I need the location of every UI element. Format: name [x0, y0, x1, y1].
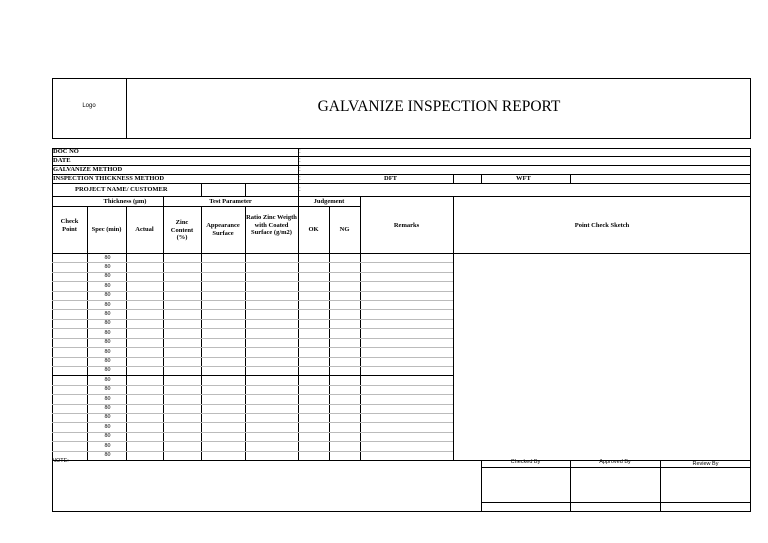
- row-line: [52, 422, 453, 423]
- wft-label: WFT: [516, 175, 531, 182]
- spec-value: 80: [104, 414, 111, 421]
- spec-value: 80: [104, 348, 111, 355]
- row-line: [52, 262, 453, 263]
- approved-by-label: Approved By: [599, 459, 631, 465]
- row-line: [52, 441, 453, 442]
- spec-value: 80: [104, 442, 111, 449]
- doc-no-separator: :: [299, 148, 301, 155]
- spec-value: 80: [104, 254, 111, 261]
- judgement-group-header: Judgement: [313, 198, 345, 205]
- row-line: [52, 183, 751, 184]
- spec-value: 80: [104, 301, 111, 308]
- thickness-method-label: INSPECTION THICKNESS METHOD: [53, 175, 165, 182]
- spec-value: 80: [104, 263, 111, 270]
- row-line: [52, 366, 453, 367]
- row-line: [52, 196, 751, 197]
- dft-label: DFT: [384, 175, 397, 182]
- spec-header: Spec (min): [91, 226, 122, 233]
- spec-value: 80: [104, 433, 111, 440]
- spec-value: 80: [104, 367, 111, 374]
- appearance-header: Appearance Surface: [206, 222, 240, 237]
- spec-value: 80: [104, 310, 111, 317]
- info-divider: [201, 183, 202, 196]
- date-label: DATE: [53, 157, 71, 164]
- ng-header: NG: [339, 226, 350, 233]
- row-line: [52, 357, 453, 358]
- doc-no-label: DOC NO: [53, 148, 79, 155]
- zinc-content-header: Zinc Content (%): [170, 219, 194, 241]
- thickness-group-header: Thickness (µm): [103, 198, 147, 205]
- row-line: [52, 385, 453, 386]
- footer-row-line: [481, 467, 751, 468]
- checked-by-label: Checked By: [510, 459, 541, 465]
- row-line: [52, 328, 453, 329]
- spec-value: 80: [104, 405, 111, 412]
- test-parameter-group-header: Test Parameter: [209, 198, 252, 205]
- project-separator: :: [299, 186, 301, 193]
- spec-value: 80: [104, 423, 111, 430]
- row-line: [52, 338, 453, 339]
- report-title: GALVANIZE INSPECTION REPORT: [317, 98, 561, 115]
- info-divider: [298, 148, 299, 183]
- row-line: [52, 413, 453, 414]
- row-line: [52, 300, 453, 301]
- sketch-header: Point Check Sketch: [574, 222, 630, 229]
- spec-value: 80: [104, 358, 111, 364]
- ratio-zinc-header: Ratio Zinc Weigth with Coated Surface (g/m2): [246, 214, 297, 236]
- remarks-header: Remarks: [393, 222, 420, 229]
- spec-value: 80: [104, 376, 111, 383]
- footer-row-line: [481, 502, 751, 503]
- spec-value: 80: [104, 339, 111, 346]
- check-point-header: Check Point: [60, 218, 79, 233]
- galvanize-method-label: GALVANIZE METHOD: [53, 166, 123, 173]
- spec-value: 80: [104, 395, 111, 402]
- row-line: [52, 272, 453, 273]
- spec-value: 80: [104, 329, 111, 336]
- row-line: [52, 253, 751, 254]
- note-label: NOTE:: [52, 458, 69, 464]
- info-divider: [298, 183, 299, 196]
- col-divider: [453, 196, 454, 460]
- row-line: [52, 451, 453, 452]
- actual-header: Actual: [135, 226, 154, 233]
- row-line: [52, 319, 453, 320]
- spec-value: 80: [104, 292, 111, 299]
- review-by-label: Review By: [692, 461, 719, 467]
- logo-placeholder: Logo: [82, 103, 96, 109]
- row-line: [52, 394, 453, 395]
- wft-divider: [570, 174, 571, 183]
- row-line: [52, 206, 360, 207]
- row-line: [52, 432, 453, 433]
- thickness-separator: :: [299, 175, 301, 182]
- dft-divider: [481, 174, 482, 183]
- project-label: PROJECT NAME/ CUSTOMER: [75, 186, 168, 193]
- row-line: [52, 281, 453, 282]
- dft-divider: [453, 174, 454, 183]
- method-separator: :: [299, 166, 301, 173]
- info-divider: [245, 183, 246, 196]
- row-line: [52, 156, 751, 157]
- row-line: [52, 404, 453, 405]
- spec-value: 80: [104, 320, 111, 327]
- spec-value: 80: [104, 282, 111, 289]
- spec-value: 80: [104, 452, 111, 459]
- ok-header: OK: [308, 226, 319, 233]
- spec-value: 80: [104, 273, 111, 280]
- row-line: [52, 375, 453, 376]
- row-line: [52, 165, 751, 166]
- spec-value: 80: [104, 386, 111, 393]
- row-line: [52, 291, 453, 292]
- row-line: [52, 309, 453, 310]
- date-separator: :: [299, 157, 301, 164]
- row-line: [52, 347, 453, 348]
